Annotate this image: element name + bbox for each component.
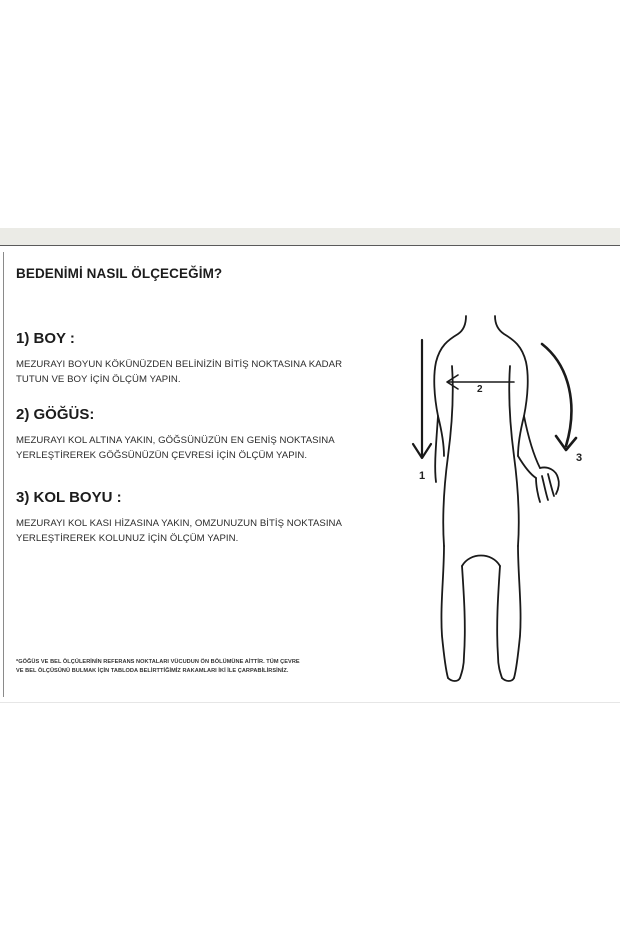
text-line: MEZURAYI KOL KASI HİZASINA YAKIN, OMZUNUZUN BİTİŞ NOKTASINA [16,518,342,529]
footnote [16,658,300,675]
section-heading-kol-boyu: 3) KOL BOYU : [16,489,122,506]
section-text-kol-boyu [16,517,342,546]
top-band [0,228,620,246]
body-figure [400,306,600,686]
section-heading-boy: 1) BOY : [16,330,75,347]
measure-label-1: 1 [419,470,426,482]
page-title: BEDENİMİ NASIL ÖLÇECEĞİM? [16,266,223,281]
section-text-gogus [16,434,335,463]
footnote-line: *GÖĞÜS VE BEL ÖLÇÜLERİNİN REFERANS NOKTALARI VÜCUDUN ÖN BÖLÜMÜNE AİTTİR. TÜM ÇEVRE [16,659,300,665]
text-line: YERLEŞTİREREK GÖĞSÜNÜZÜN ÇEVRESİ İÇİN ÖLÇÜM YAPIN. [16,449,308,461]
text-line: MEZURAYI KOL ALTINA YAKIN, GÖĞSÜNÜZÜN EN GENİŞ NOKTASINA [16,435,335,446]
body-outline-icon [400,306,600,686]
size-guide-card [0,246,620,703]
left-divider [3,252,4,697]
measure-label-3: 3 [576,452,583,464]
section-heading-gogus: 2) GÖĞÜS: [16,406,95,423]
measure-label-2: 2 [477,384,483,395]
footnote-line: VE BEL ÖLÇÜSÜNÜ BULMAK İÇİN TABLODA BELİRTTİĞİMİZ RAKAMLARI İKİ İLE ÇARPABİLİRSİNİZ. [16,667,289,674]
text-line: MEZURAYI BOYUN KÖKÜNÜZDEN BELİNİZİN BİTİŞ NOKTASINA KADAR [16,359,343,370]
section-text-boy [16,358,342,387]
text-line: TUTUN VE BOY İÇİN ÖLÇÜM YAPIN. [16,373,181,385]
text-line: YERLEŞTİREREK KOLUNUZ İÇİN ÖLÇÜM YAPIN. [16,532,239,544]
